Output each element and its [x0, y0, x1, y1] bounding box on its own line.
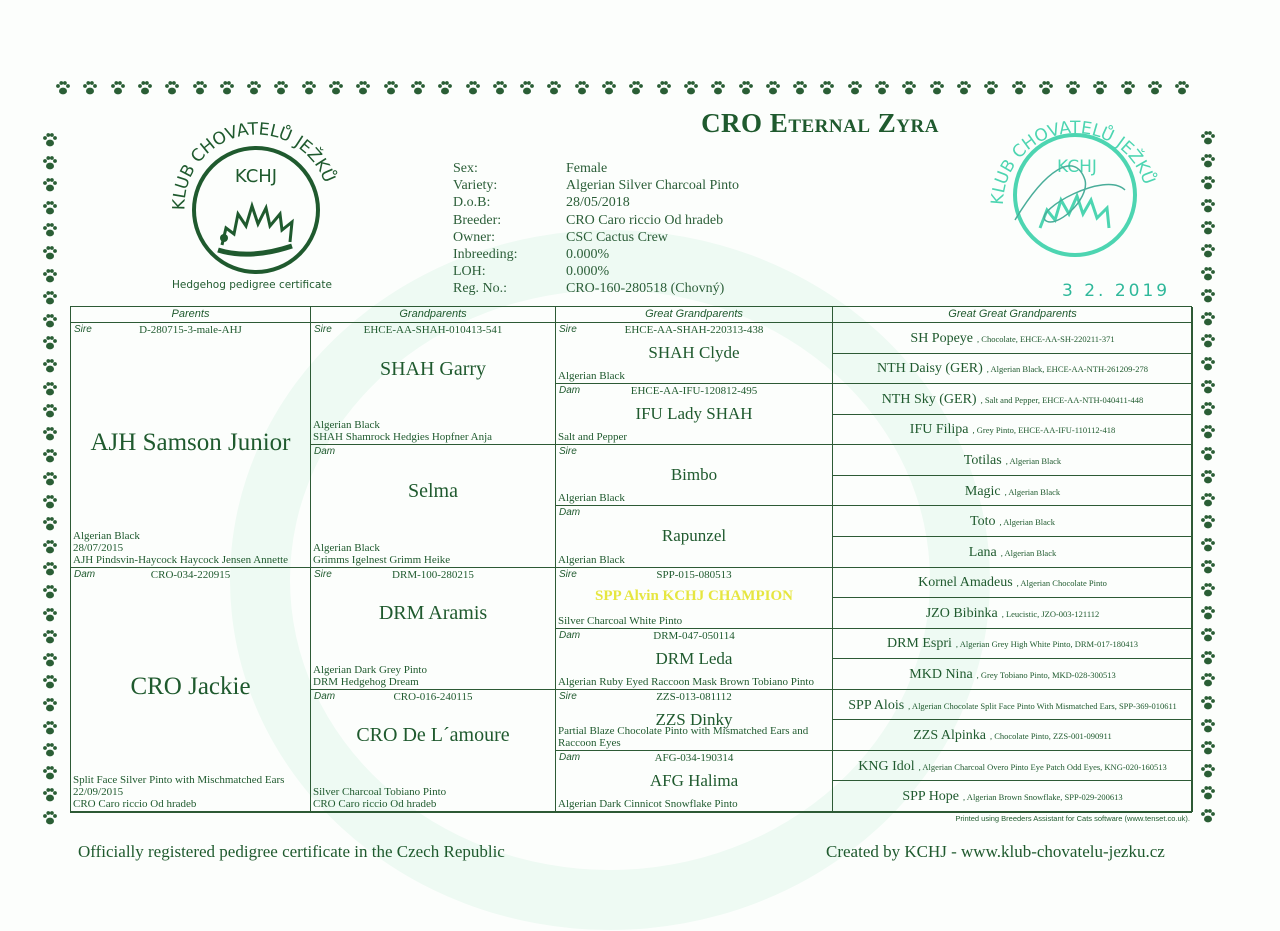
paw-icon [164, 80, 180, 96]
animal-name: NTH Daisy (GER) [877, 361, 983, 377]
animal-details: , Algerian Black, EHCE-AA-NTH-261209-278 [986, 364, 1148, 375]
paw-icon [1200, 220, 1216, 236]
parent-cell [71, 568, 311, 813]
animal-name: SPP Alvin KCHJ CHAMPION [595, 587, 793, 604]
paw-icon [683, 80, 699, 96]
detail-line: 22/09/2015 [73, 786, 124, 798]
paw-icon [1200, 333, 1216, 349]
ggp-entry [964, 451, 1061, 469]
great-great-grandparent-cell [833, 720, 1193, 751]
role-label: Sire [559, 568, 577, 580]
great-grandparent-cell [556, 751, 833, 812]
animal-name: JZO Bibinka [925, 605, 998, 621]
paw-icon [1200, 243, 1216, 259]
paw-icon [42, 335, 58, 351]
paw-icon [601, 80, 617, 96]
paw-icon [246, 80, 262, 96]
detail-line: 28/07/2015 [73, 541, 124, 554]
column-header: Parents [71, 307, 311, 323]
registration-number: EHCE-AA-SHAH-010413-541 [363, 324, 503, 336]
detail-line: Algerian Black [558, 370, 625, 383]
info-label: Breeder: [453, 212, 502, 228]
paw-icon [656, 80, 672, 96]
info-value: CRO-160-280518 (Chovný) [566, 281, 725, 297]
info-row [453, 263, 739, 280]
paw-icon [1200, 672, 1216, 688]
printed-note: Printed using Breeders Assistant for Cats software (www.tenset.co.uk). [955, 814, 1190, 823]
animal-name: AFG Halima [649, 770, 739, 790]
paw-icon [42, 765, 58, 781]
great-great-grandparent-cell [833, 537, 1193, 568]
detail-line: CRO Caro riccio Od hradeb [313, 798, 437, 810]
paw-icon [765, 80, 781, 96]
registration-number: CRO-016-240115 [393, 690, 473, 703]
paw-icon [1200, 175, 1216, 191]
animal-name: Rapunzel [661, 526, 727, 546]
detail-line: SHAH Shamrock Hedgies Hopfner Anja [313, 431, 493, 444]
animal-details: , Algerian Black [999, 517, 1055, 528]
animal-name: SH Popeye [910, 330, 974, 346]
paw-icon [1200, 492, 1216, 508]
info-value: 0.000% [566, 264, 610, 280]
paw-icon [628, 80, 644, 96]
parent-cell [71, 323, 311, 568]
animal-name: CRO De L´amoure [356, 724, 510, 747]
animal-details [313, 664, 553, 688]
ggp-entry [913, 726, 1111, 744]
ggp-entry [858, 757, 1167, 775]
animal-name: DRM Espri [886, 636, 952, 652]
animal-details: , Algerian Black [1000, 547, 1057, 558]
registration-number: DRM-047-050114 [653, 629, 735, 642]
animal-name: MKD Nina [909, 666, 973, 682]
detail-line: Algerian Black [558, 492, 625, 505]
paw-icon [956, 80, 972, 96]
role-label: Sire [559, 446, 577, 458]
paw-icon [929, 80, 945, 96]
ggp-entry [918, 573, 1107, 591]
paw-icon [328, 80, 344, 96]
paw-icon [42, 787, 58, 803]
animal-name: SHAH Clyde [648, 343, 740, 362]
info-row [453, 177, 739, 194]
paw-icon [819, 80, 835, 96]
detail-line: Algerian Dark Grey Pinto [313, 663, 427, 676]
registration-number: AFG-034-190314 [654, 751, 734, 764]
registration-number: ZZS-013-081112 [656, 690, 732, 703]
role-label: Dam [559, 507, 581, 519]
paw-icon [847, 80, 863, 96]
paw-icon [1200, 311, 1216, 327]
logo-caption: Hedgehog pedigree certificate [172, 279, 332, 291]
paw-icon [546, 80, 562, 96]
ggp-entry [926, 604, 1100, 622]
paw-icon [874, 80, 890, 96]
detail-line: Algerian Dark Cinnicot Snowflake Pinto [558, 798, 738, 810]
great-grandparent-cell [556, 323, 833, 384]
paw-icon [42, 200, 58, 216]
animal-name: SPP Alois [848, 697, 905, 713]
paw-icon [42, 720, 58, 736]
animal-name: Lana [968, 544, 997, 560]
paw-icon [42, 290, 58, 306]
paw-icon [1200, 266, 1216, 282]
paw-icon [42, 652, 58, 668]
paw-icon [273, 80, 289, 96]
animal-name: Toto [970, 514, 996, 530]
role-label: Sire [314, 324, 332, 335]
paw-icon [42, 268, 58, 284]
animal-name: Magic [964, 483, 1001, 499]
info-row [453, 194, 739, 211]
svg-text:KLUB CHOVATELŮ JEŽKŮ: KLUB CHOVATELŮ JEŽKŮ [169, 119, 339, 211]
ggp-entry [848, 696, 1176, 714]
paw-icon [1200, 627, 1216, 643]
great-grandparent-cell [556, 629, 833, 690]
paw-icon [1200, 424, 1216, 440]
animal-details [558, 492, 830, 504]
info-value: Female [566, 161, 608, 176]
great-great-grandparent-cell [833, 323, 1193, 354]
paw-icon [1200, 605, 1216, 621]
great-great-grandparent-cell [833, 476, 1193, 507]
paw-icon [42, 448, 58, 464]
paw-icon [710, 80, 726, 96]
great-great-grandparent-cell [833, 506, 1193, 537]
paw-icon [301, 80, 317, 96]
animal-info [453, 160, 739, 298]
info-label: Variety: [453, 178, 498, 194]
role-label: Sire [314, 568, 332, 580]
club-stamp [985, 110, 1165, 270]
paw-icon [137, 80, 153, 96]
animal-details: , Leucistic, JZO-003-121112 [1001, 608, 1100, 619]
animal-details: , Algerian Brown Snowflake, SPP-029-200613 [963, 792, 1123, 803]
paw-icon [1011, 80, 1027, 96]
animal-details [313, 542, 553, 566]
paw-icon [1200, 650, 1216, 666]
animal-name: Bimbo [670, 465, 718, 485]
role-label: Sire [559, 690, 577, 702]
paw-icon [1092, 80, 1108, 96]
great-great-grandparent-cell [833, 659, 1193, 690]
animal-name: ZZS Alpinka [913, 728, 986, 744]
paw-icon [1200, 379, 1216, 395]
paw-icon [42, 471, 58, 487]
registration-number: DRM-100-280215 [392, 568, 474, 581]
paw-icon [42, 155, 58, 171]
detail-line: Split Face Silver Pinto with Mischmatched Ears [73, 774, 285, 786]
animal-details [558, 370, 830, 382]
great-great-grandparent-cell [833, 598, 1193, 629]
detail-line: DRM Hedgehog Dream [313, 675, 419, 688]
ggp-entry [877, 359, 1148, 377]
paw-icon [1038, 80, 1054, 96]
animal-details [558, 725, 830, 749]
role-label: Dam [559, 629, 581, 641]
animal-details [558, 676, 830, 688]
svg-text:KLUB CHOVATELŮ JEŽKŮ: KLUB CHOVATELŮ JEŽKŮ [987, 117, 1159, 206]
paw-icon [42, 403, 58, 419]
animal-details: , Algerian Black [1005, 456, 1062, 467]
detail-line: Algerian Black [313, 541, 380, 554]
role-label: Dam [559, 751, 581, 763]
role-label: Sire [74, 324, 92, 335]
paw-icon [42, 516, 58, 532]
info-row [453, 212, 739, 229]
registration-number: SPP-015-080513 [656, 568, 732, 581]
svg-text:KCHJ: KCHJ [1057, 157, 1097, 177]
animal-name: SHAH Garry [379, 357, 487, 380]
animal-details: , Algerian Chocolate Split Face Pinto With Mismatched Ears, SPP-369-010611 [908, 700, 1177, 711]
paw-icon [437, 80, 453, 96]
footer-registration-note: Officially registered pedigree certificate in the Czech Republic [78, 842, 505, 861]
animal-name: Selma [408, 479, 458, 502]
paw-icon [1174, 80, 1190, 96]
paw-icon [42, 607, 58, 623]
column-header: Great Great Grandparents [833, 307, 1193, 323]
detail-line: Silver Charcoal Tobiano Pinto [313, 786, 447, 798]
animal-name: ZZS Dinky [655, 709, 733, 729]
great-great-grandparent-cell [833, 751, 1193, 782]
paw-icon [1065, 80, 1081, 96]
animal-name: CRO Jackie [130, 673, 251, 701]
paw-icon [1200, 559, 1216, 575]
paw-icon [55, 80, 71, 96]
paw-icon [42, 222, 58, 238]
role-label: Sire [559, 324, 577, 335]
paw-icon [42, 177, 58, 193]
animal-name: Kornel Amadeus [918, 575, 1013, 591]
paw-icon [42, 539, 58, 555]
paw-icon [1200, 582, 1216, 598]
great-grandparent-cell [556, 690, 833, 751]
paw-icon [42, 381, 58, 397]
animal-details [73, 774, 308, 810]
detail-line: Silver Charcoal White Pinto [558, 614, 683, 627]
paw-icon [1200, 356, 1216, 372]
info-value: 0.000% [566, 247, 610, 263]
paw-icon [410, 80, 426, 96]
info-label: Sex: [453, 161, 478, 176]
detail-line: Algerian Black [558, 553, 625, 566]
great-great-grandparent-cell [833, 445, 1193, 476]
info-value: 28/05/2018 [566, 195, 630, 211]
detail-line: CRO Caro riccio Od hradeb [73, 798, 197, 810]
svg-text:KCHJ: KCHJ [234, 166, 278, 187]
animal-details: , Chocolate Pinto, ZZS-001-090911 [989, 731, 1112, 742]
registration-number: D-280715-3-male-AHJ [139, 324, 242, 336]
registration-number: EHCE-AA-SHAH-220313-438 [624, 324, 764, 336]
paw-icon [219, 80, 235, 96]
ggp-entry [902, 787, 1122, 805]
ggp-entry [910, 420, 1115, 438]
detail-line: Algerian Black [73, 529, 140, 542]
role-label: Dam [74, 568, 96, 580]
info-label: Reg. No.: [453, 281, 508, 297]
ggp-entry [882, 390, 1144, 408]
animal-details [558, 798, 830, 810]
animal-details: , Grey Tobiano Pinto, MKD-028-300513 [976, 669, 1116, 680]
detail-line: Algerian Black [313, 419, 380, 432]
paw-icon [355, 80, 371, 96]
role-label: Dam [314, 446, 336, 458]
pedigree-table [70, 306, 1192, 813]
paw-icon [42, 584, 58, 600]
paw-icon [1200, 288, 1216, 304]
paw-icon [1200, 198, 1216, 214]
paw-icon [42, 561, 58, 577]
paw-icon [42, 810, 58, 826]
animal-name: Totilas [963, 453, 1002, 469]
column-header: Great Grandparents [556, 307, 833, 323]
paw-icon [42, 697, 58, 713]
ggp-entry [909, 665, 1115, 683]
paw-icon [1200, 763, 1216, 779]
paw-icon [42, 674, 58, 690]
paw-icon [1200, 153, 1216, 169]
column-header: Grandparents [311, 307, 556, 323]
paw-icon [1120, 80, 1136, 96]
ggp-entry [965, 482, 1060, 500]
detail-line: AJH Pindsvin-Haycock Haycock Jensen Annette [73, 553, 289, 566]
paw-icon [1200, 785, 1216, 801]
animal-details: , Salt and Pepper, EHCE-AA-NTH-040411-448 [980, 394, 1144, 405]
ggp-entry [969, 543, 1056, 561]
animal-details: , Algerian Grey High White Pinto, DRM-017-180413 [955, 639, 1139, 650]
info-row [453, 246, 739, 263]
great-great-grandparent-cell [833, 629, 1193, 660]
paw-icon [1200, 469, 1216, 485]
info-value: Algerian Silver Charcoal Pinto [566, 178, 740, 194]
great-great-grandparent-cell [833, 415, 1193, 446]
great-great-grandparent-cell [833, 781, 1193, 812]
paw-icon [42, 358, 58, 374]
paw-icon [42, 245, 58, 261]
ggp-entry [970, 512, 1055, 530]
paw-icon [574, 80, 590, 96]
paw-icon [1147, 80, 1163, 96]
paw-icon [1200, 537, 1216, 553]
paw-icon [1200, 808, 1216, 824]
info-value: CRO Caro riccio Od hradeb [566, 212, 724, 228]
ggp-entry [910, 329, 1114, 347]
great-great-grandparent-cell [833, 384, 1193, 415]
animal-name: NTH Sky (GER) [881, 391, 977, 407]
info-label: Inbreeding: [453, 247, 518, 263]
animal-name: AJH Samson Junior [90, 428, 291, 456]
detail-line: Salt and Pepper [558, 431, 628, 444]
animal-details [558, 431, 830, 443]
paw-icon [519, 80, 535, 96]
animal-details: , Chocolate, EHCE-AA-SH-220211-371 [977, 333, 1115, 344]
role-label: Dam [314, 690, 336, 702]
paw-icon [42, 132, 58, 148]
great-great-grandparent-cell [833, 354, 1193, 385]
detail-line: Grimms Igelnest Grimm Heike [313, 553, 451, 566]
animal-details [313, 786, 553, 810]
paw-icon [383, 80, 399, 96]
animal-details [558, 554, 830, 566]
great-grandparent-cell [556, 445, 833, 506]
info-label: LOH: [453, 264, 486, 280]
paw-icon [1200, 740, 1216, 756]
paw-icon [42, 494, 58, 510]
animal-name: DRM Aramis [378, 602, 488, 625]
great-grandparent-cell [556, 384, 833, 445]
paw-icon [82, 80, 98, 96]
paw-icon [738, 80, 754, 96]
registration-number: CRO-034-220915 [150, 568, 231, 581]
animal-details: , Algerian Chocolate Pinto [1016, 578, 1107, 589]
paw-icon [1200, 446, 1216, 462]
role-label: Dam [559, 385, 581, 397]
animal-details [313, 419, 553, 443]
handwritten-date: 3 2. 2019 [1062, 281, 1171, 301]
paw-icon [1200, 718, 1216, 734]
animal-details [558, 615, 830, 627]
info-row [453, 160, 739, 177]
paw-icon [1200, 130, 1216, 146]
paw-icon [492, 80, 508, 96]
paw-icon [110, 80, 126, 96]
animal-details [73, 530, 308, 566]
paw-icon [192, 80, 208, 96]
paw-icon [42, 313, 58, 329]
paw-icon [792, 80, 808, 96]
grandparent-cell [311, 690, 556, 812]
paw-icon [42, 426, 58, 442]
grandparent-cell [311, 445, 556, 567]
paw-icon [1200, 401, 1216, 417]
paw-icon [901, 80, 917, 96]
grandparent-cell [311, 323, 556, 445]
info-label: D.o.B: [453, 195, 491, 211]
animal-details: , Algerian Charcoal Overo Pinto Eye Patch Odd Eyes, KNG-020-160513 [918, 761, 1167, 772]
animal-name: IFU Filipa [909, 422, 969, 438]
paw-icon [1200, 514, 1216, 530]
great-grandparent-cell [556, 506, 833, 567]
paw-icon [42, 629, 58, 645]
grandparent-cell [311, 568, 556, 690]
paw-icon [1200, 695, 1216, 711]
info-row [453, 280, 739, 297]
paw-icon [983, 80, 999, 96]
paw-icon [465, 80, 481, 96]
great-great-grandparent-cell [833, 690, 1193, 721]
paw-icon [42, 742, 58, 758]
animal-title: CRO Eternal Zyra [701, 108, 939, 138]
animal-details: , Grey Pinto, EHCE-AA-IFU-110112-418 [972, 425, 1116, 436]
info-label: Owner: [453, 229, 495, 245]
animal-name: SPP Hope [902, 789, 960, 805]
animal-details: , Algerian Black [1004, 486, 1061, 497]
info-value: CSC Cactus Crew [566, 229, 668, 245]
ggp-entry [887, 634, 1138, 652]
great-great-grandparent-cell [833, 568, 1193, 599]
animal-name: IFU Lady SHAH [635, 404, 753, 424]
kchj-logo [160, 110, 350, 280]
detail-line: Partial Blaze Chocolate Pinto with Mismatched Ears and Raccoon Eyes [558, 724, 809, 749]
footer-credit: Created by KCHJ - www.klub-chovatelu-jezku.cz [826, 842, 1165, 861]
animal-name: DRM Leda [655, 648, 733, 668]
info-row [453, 229, 739, 246]
animal-name: KNG Idol [858, 758, 915, 774]
detail-line: Algerian Ruby Eyed Raccoon Mask Brown Tobiano Pinto [558, 675, 814, 688]
great-grandparent-cell [556, 568, 833, 629]
registration-number: EHCE-AA-IFU-120812-495 [630, 385, 758, 398]
